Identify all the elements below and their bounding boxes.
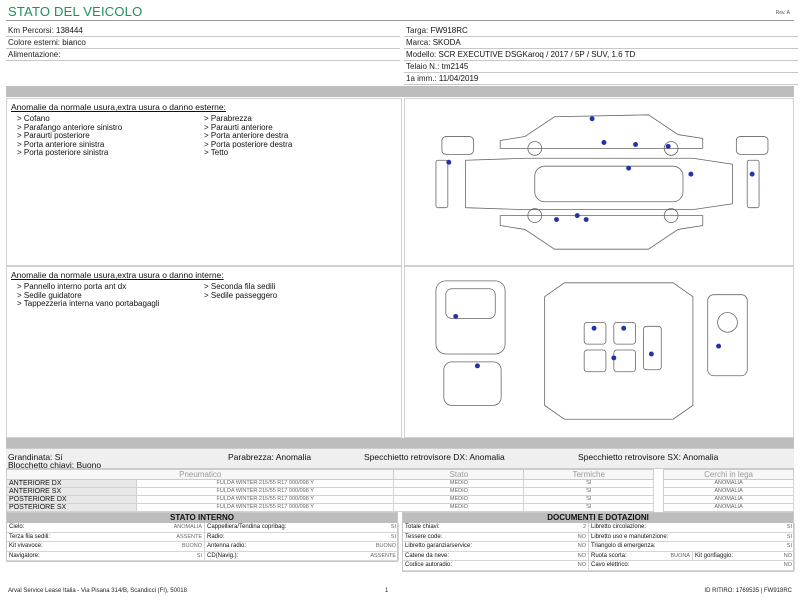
documenti-label: Triangolo di emergenza: (591, 543, 656, 549)
tire-cerchi: ANOMALIA (664, 504, 794, 512)
rear-cabin-outline (444, 362, 501, 405)
rear-bumper-shape (747, 160, 759, 207)
tire-model: FULDA WINTER 215/55 R17 000/098 Y (136, 488, 394, 496)
stato-interno-panel (6, 512, 398, 562)
interior-damage-item: > Sedile passeggero (204, 290, 278, 300)
grandinata-text: Grandinata: Si (8, 452, 63, 462)
vehicle-info-row (6, 37, 400, 49)
vehicle-info-value: SCR EXECUTIVE DSGKaroq / 2017 / 5P / SUV, 1.6 TD (438, 50, 636, 59)
damage-marker (592, 326, 597, 331)
exterior-damage-item: > Porta anteriore destra (204, 131, 289, 140)
stato-interno-value: SI (390, 533, 396, 540)
stato-interno-label: Kit vivavoce: (9, 543, 43, 549)
table-gap (654, 488, 664, 496)
damage-marker (584, 217, 589, 222)
documenti-value: NO (783, 562, 792, 568)
vehicle-info-row (404, 49, 798, 61)
documenti-label: Tessere code: (405, 533, 443, 540)
documenti-cell (589, 523, 795, 533)
exterior-car-diagram (404, 98, 794, 266)
tire-model: FULDA WINTER 215/55 R17 000/098 Y (136, 504, 394, 512)
exterior-damage-item: > Porta posteriore destra (204, 139, 293, 149)
specchietto-dx-text: Specchietto retrovisore DX: Anomalia (364, 452, 505, 462)
tires-header-stato: Stato (394, 470, 524, 480)
tire-termiche: SI (524, 504, 654, 512)
tire-row (7, 496, 794, 504)
damage-marker (611, 355, 616, 360)
footer-reference: ID RITIRO: 1769535 | FW918RC (704, 588, 792, 594)
exterior-damage-item: > Parafango anteriore sinistro (17, 122, 123, 132)
interior-damage-item: > Sedile guidatore (17, 290, 82, 300)
documenti-value: NO (783, 552, 792, 559)
documenti-value: 2 (582, 524, 586, 530)
tire-row (7, 480, 794, 488)
title-divider (6, 20, 794, 21)
trunk-shape (446, 289, 495, 319)
stato-interno-label: Cappelliera/Tendina copribag: (207, 524, 287, 530)
documenti-label: Libretto uso e manutenzione: (591, 533, 669, 540)
seat-shape (614, 350, 636, 372)
vehicle-info-row (6, 49, 400, 61)
table-gap (654, 470, 664, 480)
section-divider-exterior (6, 86, 794, 97)
tire-row (7, 504, 794, 512)
stato-interno-label: Terza fila sedili: (9, 533, 51, 540)
documenti-value: NO (577, 552, 586, 559)
vehicle-info-label: Colore esterni: (8, 38, 61, 47)
documenti-value: NO (577, 562, 586, 568)
summary-panel (6, 448, 794, 469)
documenti-value: NO (577, 543, 586, 549)
damage-marker (666, 144, 671, 149)
stato-interno-label: Radio: (207, 533, 225, 540)
vehicle-info-value: 11/04/2019 (438, 74, 479, 83)
stato-interno-label: Navigatore: (9, 552, 40, 559)
tires-header-cerchi: Cerchi in lega (664, 470, 794, 480)
stato-interno-value: BUONO (181, 543, 202, 549)
revision-label: Rev. A (775, 10, 790, 16)
documenti-label: Libretto garanzia/service: (405, 543, 473, 549)
tires-header-pneumatico: Pneumatico (7, 470, 394, 480)
tire-position: POSTERIORE DX (7, 496, 137, 504)
interior-damage-list (7, 283, 401, 309)
documenti-row (403, 533, 793, 543)
damage-marker (626, 166, 631, 171)
documenti-value: BUONA (670, 552, 690, 559)
front-bumper-shape (436, 160, 448, 207)
vehicle-info-value: SKODA (432, 38, 461, 47)
documenti-label: Libretto circolazione: (591, 524, 647, 530)
tire-position: ANTERIORE SX (7, 488, 137, 496)
parabrezza-text: Parabrezza: Anomalia (228, 452, 312, 462)
tire-stato: MEDIO (394, 480, 524, 488)
documenti-cell (403, 542, 589, 552)
documenti-cell (403, 523, 589, 533)
vehicle-info-row (6, 25, 400, 37)
vehicle-info-label: 1a imm.: (406, 74, 437, 83)
cabin-plan-outline (545, 283, 693, 419)
interior-diagram-svg (405, 267, 793, 437)
interior-damage-panel (6, 266, 402, 438)
section-divider-summary (6, 438, 794, 448)
interior-damage-item: > Pannello interno porta ant dx (17, 282, 127, 291)
tire-stato: MEDIO (394, 504, 524, 512)
tire-cerchi: ANOMALIA (664, 496, 794, 504)
exterior-damage-col-2 (204, 115, 391, 158)
dashboard-outline (708, 295, 748, 376)
vehicle-info-left (6, 25, 400, 61)
vehicle-info-value: 138444 (56, 26, 83, 35)
tires-body (7, 480, 794, 512)
exterior-damage-item: > Tetto (204, 148, 229, 157)
damage-marker (575, 213, 580, 218)
table-gap (654, 496, 664, 504)
documenti-label: Catene da neve: (405, 552, 450, 559)
vehicle-info-row (404, 73, 798, 85)
vehicle-info-label: Km Percorsi: (8, 26, 54, 35)
vehicle-info-label: Alimentazione: (8, 50, 61, 59)
vehicle-info-label: Marca: (406, 38, 431, 47)
rear-bench-shape (643, 326, 661, 369)
vehicle-info-label: Targa: (406, 26, 429, 35)
documenti-row (403, 523, 793, 533)
page-title: STATO DEL VEICOLO (8, 4, 143, 19)
stato-interno-cell (7, 552, 205, 562)
stato-interno-cell (7, 533, 205, 543)
stato-interno-cell (205, 552, 399, 562)
exterior-diagram-svg (405, 99, 793, 265)
vehicle-info-row (404, 37, 798, 49)
tire-model: FULDA WINTER 215/55 R17 000/098 Y (136, 496, 394, 504)
footer-page-number: 1 (385, 588, 389, 594)
damage-marker (554, 217, 559, 222)
documenti-cell (589, 561, 795, 571)
seat-shape (584, 322, 606, 344)
damage-marker (601, 140, 606, 145)
documenti-value: SI (786, 524, 792, 530)
damage-marker (633, 142, 638, 147)
stato-interno-label: Cielo: (9, 524, 25, 530)
stato-interno-cell (7, 523, 205, 533)
documenti-panel (402, 512, 794, 572)
car-rear-outline (736, 137, 768, 155)
vehicle-info-value: FW918RC (430, 26, 468, 35)
interior-damage-item: > Seconda fila sedili (204, 282, 276, 291)
documenti-label: Kit gonfiaggio: (695, 552, 734, 559)
tires-table (6, 469, 794, 512)
damage-marker (716, 344, 721, 349)
vehicle-info-value: bianco (62, 38, 86, 47)
exterior-damage-col-1 (17, 115, 204, 158)
documenti-value: NO (577, 533, 586, 540)
damage-marker (446, 160, 451, 165)
interior-damage-col-2 (204, 283, 391, 309)
seat-shape (584, 350, 606, 372)
interior-damage-item: > Tappezzeria interna vano portabagagli (17, 299, 160, 308)
vehicle-info (6, 25, 794, 86)
car-roof-outline (535, 166, 683, 202)
documenti-label: Totale chiavi: (405, 524, 440, 530)
exterior-damage-item: > Paraurti posteriore (17, 131, 90, 140)
stato-interno-grid (7, 523, 397, 561)
stato-interno-label: CD(Navig.): (207, 552, 239, 559)
vehicle-info-right (404, 25, 798, 85)
exterior-damage-item: > Porta anteriore sinistra (17, 139, 105, 149)
specchietto-sx-text: Specchietto retrovisore SX: Anomalia (578, 452, 719, 462)
documenti-title: DOCUMENTI E DOTAZIONI (403, 513, 793, 523)
tire-row (7, 488, 794, 496)
damage-marker (453, 314, 458, 319)
tire-cerchi: ANOMALIA (664, 480, 794, 488)
stato-interno-cell (205, 523, 399, 533)
exterior-damage-list (7, 115, 401, 158)
vehicle-info-row (404, 25, 798, 37)
interior-damage-col-1 (17, 283, 204, 309)
exterior-damage-item: > Cofano (17, 114, 50, 123)
documenti-cell (403, 533, 589, 543)
documenti-value: SI (786, 543, 792, 549)
stato-interno-value: ASSENTE (370, 552, 396, 559)
vehicle-info-label: Telaio N.: (406, 62, 440, 71)
stato-interno-value: SI (390, 524, 396, 530)
stato-interno-value: ASSENTE (176, 533, 202, 540)
exterior-damage-panel (6, 98, 402, 266)
tire-cerchi: ANOMALIA (664, 488, 794, 496)
seat-shape (614, 322, 636, 344)
exterior-damage-item: > Parabrezza (204, 114, 252, 123)
damage-marker (590, 116, 595, 121)
vehicle-info-value: tm2145 (441, 62, 469, 71)
tire-termiche: SI (524, 488, 654, 496)
tire-stato: MEDIO (394, 496, 524, 504)
documenti-cell (403, 552, 589, 562)
damage-marker (688, 172, 693, 177)
damage-marker (621, 326, 626, 331)
interior-car-diagram (404, 266, 794, 438)
table-gap (654, 480, 664, 488)
documenti-cell (403, 561, 589, 571)
documenti-label: Codice autoradio: (405, 562, 453, 568)
documenti-row (403, 552, 793, 562)
stato-interno-cell (7, 542, 205, 552)
documenti-row (403, 542, 793, 552)
tire-model: FULDA WINTER 215/55 R17 000/098 Y (136, 480, 394, 488)
stato-interno-value: BUONO (375, 543, 396, 549)
stato-interno-value: SI (196, 552, 202, 559)
tire-position: POSTERIORE SX (7, 504, 137, 512)
exterior-damage-item: > Porta posteriore sinistra (17, 148, 109, 157)
tires-header-termiche: Termiche (524, 470, 654, 480)
damage-marker (750, 172, 755, 177)
exterior-damage-heading: Anomalie da normale usura,extra usura o danno esterne: (11, 102, 226, 112)
tire-stato: MEDIO (394, 488, 524, 496)
interior-damage-heading: Anomalie da normale usura,extra usura o danno interne: (11, 270, 224, 280)
stato-interno-title: STATO INTERNO (7, 513, 397, 523)
stato-interno-label: Antenna radio: (207, 543, 247, 549)
exterior-damage-item: > Paraurti anteriore (204, 122, 273, 132)
documenti-label: Cavo elettrico: (591, 562, 630, 568)
documenti-grid (403, 523, 793, 571)
documenti-row (403, 561, 793, 571)
damage-marker (649, 352, 654, 357)
tires-header-row (7, 470, 794, 480)
tire-termiche: SI (524, 480, 654, 488)
documenti-cell (589, 552, 693, 562)
blocchetto-text: Blocchetto chiavi: Buono (8, 460, 102, 470)
tire-termiche: SI (524, 496, 654, 504)
steering-wheel-shape (718, 312, 738, 332)
stato-interno-cell (205, 533, 399, 543)
table-gap (654, 504, 664, 512)
car-front-outline (442, 137, 474, 155)
documenti-value: SI (786, 533, 792, 540)
vehicle-info-row (404, 61, 798, 73)
documenti-label: Ruota scorta: (591, 552, 627, 559)
documenti-cell (589, 542, 795, 552)
vehicle-info-label: Modello: (406, 50, 437, 59)
documenti-cell (589, 533, 795, 543)
footer-company: Arval Service Lease Italia - Via Pisana 314/B, Scandicci (FI), 50018 (8, 588, 187, 594)
stato-interno-value: ANOMALIA (173, 524, 202, 530)
tire-position: ANTERIORE DX (7, 480, 137, 488)
damage-marker (475, 363, 480, 368)
stato-interno-cell (205, 542, 399, 552)
documenti-cell (693, 552, 795, 562)
damage-markers (446, 116, 754, 222)
